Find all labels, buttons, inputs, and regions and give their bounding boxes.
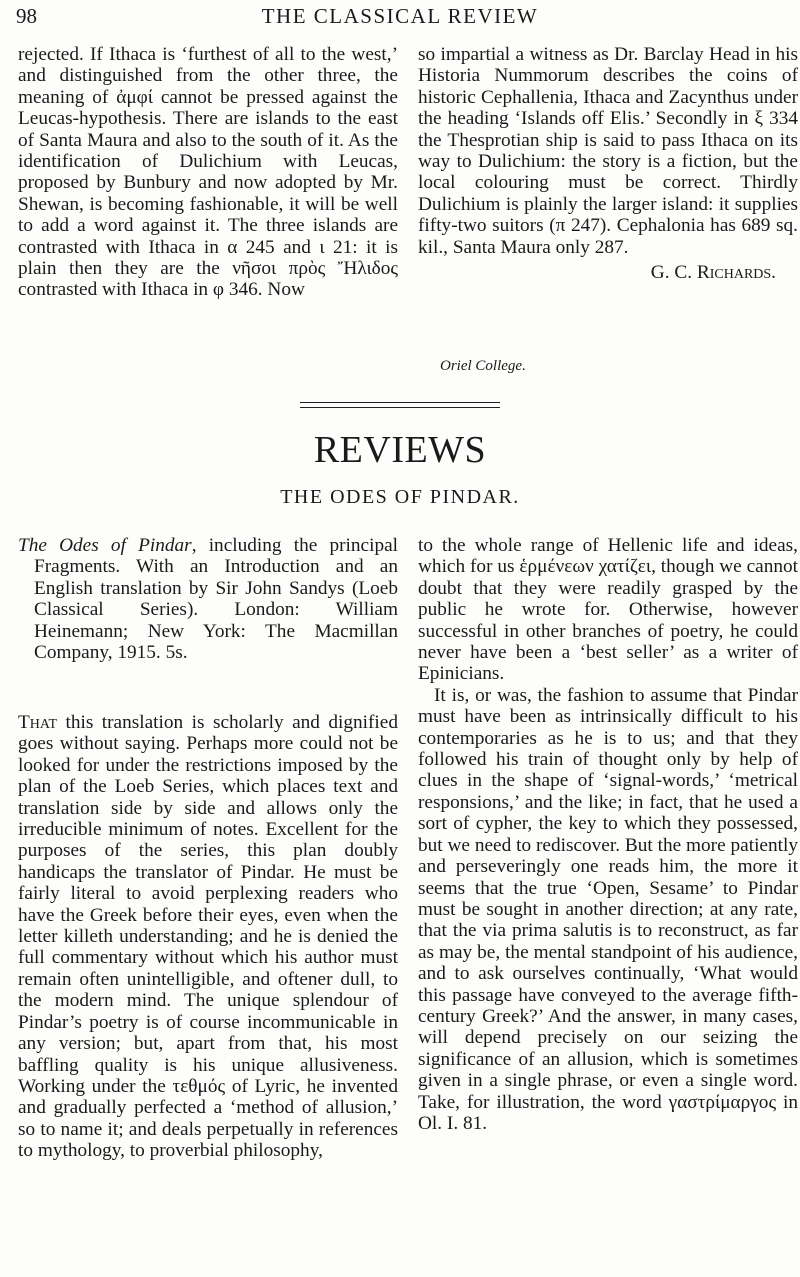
section-divider-top xyxy=(300,402,500,403)
review-paragraph-continued: to the whole range of Hellenic life and ideas, which for us ἑρμένεων χατίζει, though we cannot doubt that they were readily grasped by the public he wrote for. Otherwise, however successful in other branches of poetry, he could never have been a ‘best seller’ as a writer of Epinicians. xyxy=(418,535,798,685)
top-left-paragraph: rejected. If Ithaca is ‘furthest of all to the west,’ and distinguished from the other three, the meaning of ἀμφί cannot be pressed against the Leucas-hypothesis. There are islands to the east of Santa Maura and also to the south of it. As the identification of Dulichium with Leucas, proposed by Bunbury and now adopted by Mr. Shewan, is becoming fashionable, it will be well to add a word against it. The three islands are contrasted with Ithaca in α 245 and ι 21: it is plain then they are the νῆσοι πρὸς Ἤλιδος contrasted with Ithaca in φ 346. Now xyxy=(18,44,398,301)
author-signature: G. C. Richards. xyxy=(650,262,776,284)
page-number: 98 xyxy=(16,4,37,28)
top-right-paragraph: so impartial a witness as Dr. Barclay Head in his Historia Nummorum describes the coins of historic Cephallenia, Ithaca and Zacynthus under the heading ‘Islands off Elis.’ Secondly in ξ 334 the Thesprotian ship is said to pass Ithaca on its way to Dulichium: the story is a fiction, but the local colouring must be correct. Thirdly Dulichium is plainly the larger island: it supplies fifty-two suitors (π 247). Cephalonia has 689 sq. kil., Santa Maura only 287. xyxy=(418,44,798,258)
review-paragraph xyxy=(18,712,398,1162)
article-title: THE ODES OF PINDAR. xyxy=(280,486,520,508)
bibliographic-details: , including the principal Fragments. With an Introduction and an English translation by Sir John Sandys (Loeb Classical Series). London: William Heinemann; New York: The Macmillan Company, 1915. 5s. xyxy=(34,535,398,664)
top-left-column xyxy=(18,44,398,301)
lead-word: That xyxy=(18,712,57,733)
book-title: The Odes of Pindar xyxy=(18,535,192,556)
section-heading: REVIEWS xyxy=(313,429,487,471)
review-body-left-column xyxy=(18,712,398,1162)
running-head xyxy=(16,4,784,34)
author-affiliation: Oriel College. xyxy=(440,358,526,374)
review-body-right-column xyxy=(418,535,798,1134)
review-paragraph-text: this translation is scholarly and dignified goes without saying. Perhaps more could not be looked for under the restrictions imposed by the plan of the Loeb Series, which places text and translation side by side and allows only the irreducible minimum of notes. Excellent for the purposes of the series, this plan doubly handicaps the translator of Pindar. He must be fairly literal to avoid perplexing readers who have the Greek before their eyes, even when the letter killeth understanding; and he is denied the full commentary without which his author must remain often unintelligible, and oftener dull, to the modern mind. The unique splendour of Pindar’s poetry is of course incommunicable in any version; but, apart from that, his most baffling quality is his unique allusiveness. Working under the τεθμός of Lyric, he invented and gradually perfected a ‘method of allusion,’ so to name it; and deals perpetually in references to mythology, to proverbial philosophy, xyxy=(18,712,398,1162)
review-paragraph-2: It is, or was, the fashion to assume that Pindar must have been as intrinsically difficult to his contemporaries as he is to us; and that they followed his train of thought only by help of clues in the shape of ‘signal-words,’ ‘metrical responsions,’ and the like; in fact, that he used a sort of cypher, the key to which they possessed, but we need to rediscover. But the more patiently and perseveringly one reads him, the more it seems that the true ‘Open, Sesame’ to Pindar must be sought in another direction; at any rate, that the via prima salutis is to reconstruct, as far as may be, the mental standpoint of his audience, and to ask ourselves continually, ‘What would this passage have conveyed to the average fifth-century Greek?’ And the answer, in many cases, will depend precisely on our seizing the significance of an allusion, which is sometimes given in a single phrase, or even a single word. Take, for illustration, the word γαστρίμαργος in Ol. I. 81. xyxy=(418,684,798,1134)
bibliographic-entry xyxy=(18,535,398,663)
journal-title: THE CLASSICAL REVIEW xyxy=(261,4,539,28)
section-divider-bottom xyxy=(300,407,500,408)
top-right-column xyxy=(418,44,798,283)
